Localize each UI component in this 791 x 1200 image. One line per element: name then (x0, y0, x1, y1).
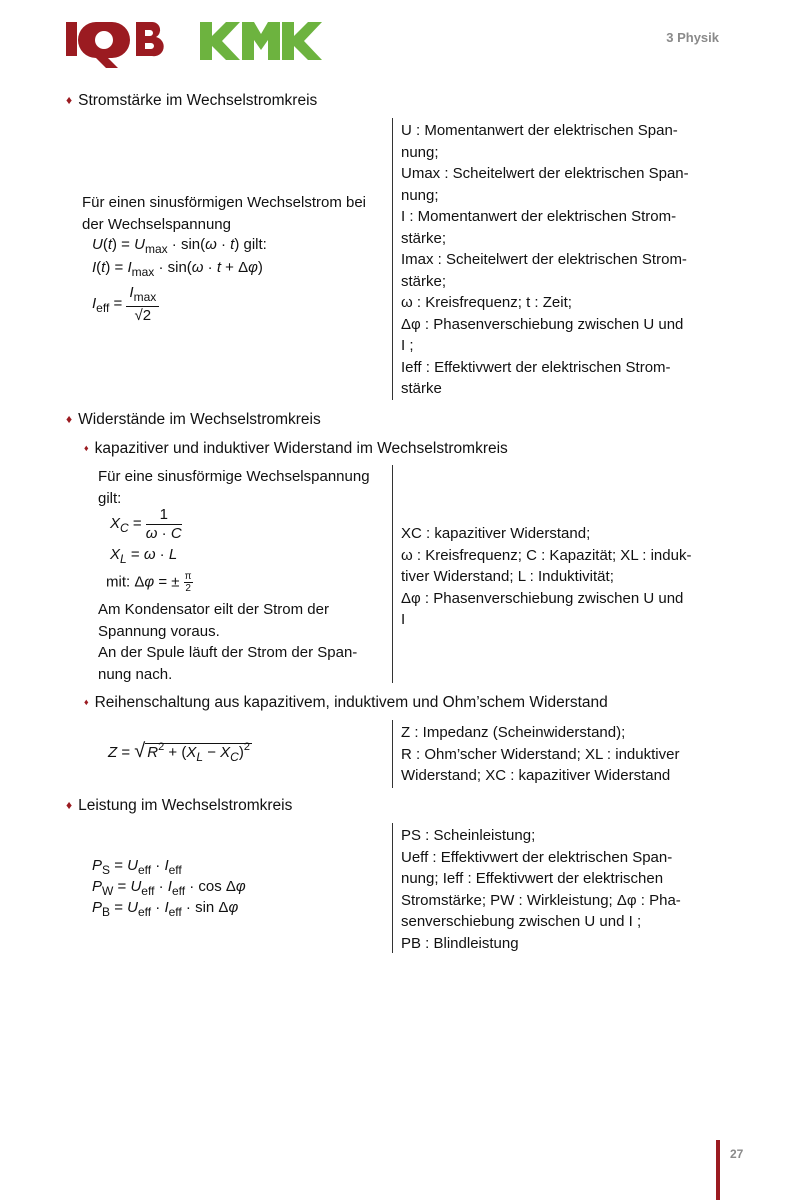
iqb-logo (66, 20, 168, 70)
formula-current: $I(t) = I_{max} \cdot \sin(\omega \cdot t + \Delta\varphi)$ (92, 259, 263, 279)
subsection-heading-reactance: ♦ kapazitiver und induktiver Widerstand im Wechselstromkreis (84, 440, 508, 457)
formula-inductive-reactance: $X_L = \omega \cdot L$ (110, 546, 178, 566)
diamond-bullet-icon: ♦ (84, 697, 89, 707)
diamond-bullet-icon: ♦ (66, 412, 73, 426)
diamond-bullet-icon: ♦ (84, 443, 89, 453)
formula-reactive-power: $P_B = U_{eff} \cdot I_{eff} \cdot \sin \Delta\varphi$ (92, 899, 239, 919)
page-marker-bar (716, 1140, 720, 1200)
subsection-heading-series: ♦ Reihenschaltung aus kapazitivem, induktivem und Ohm’schem Widerstand (84, 694, 608, 711)
formula-effective-current: $I_{eff}$ = $\frac{I_{max}}{√2}$ (92, 284, 159, 325)
impedance-definitions: Z : Impedanz (Scheinwiderstand); R : Ohm’scher Widerstand; XL : induktiver Widerstand; XC : kapazitiver Widerstand (401, 724, 680, 784)
column-divider (392, 720, 393, 788)
formula-active-power: $P_W = U_{eff} \cdot I_{eff} \cdot \cos \Delta\varphi$ (92, 878, 246, 898)
kmk-logo (200, 22, 322, 60)
diamond-bullet-icon: ♦ (66, 93, 73, 107)
reactance-definitions: XC : kapazitiver Widerstand; ω : Kreisfrequenz; C : Kapazität; XL : induk- tiver Widerstand; L : Induktivität; Δφ : Phasenverschiebung zwischen U und I (401, 525, 692, 628)
reactance-intro: Für eine sinusförmige Wechselspannung gilt: (98, 468, 370, 507)
current-intro: Für einen sinusförmigen Wechselstrom bei der Wechselspannung (82, 194, 367, 233)
column-divider (392, 823, 393, 953)
formula-capacitive-reactance: $X_C$ = $\frac{1}{\omega \cdot C}$ (110, 506, 182, 542)
formula-apparent-power: $P_S = U_{eff} \cdot I_{eff}$ (92, 857, 182, 877)
column-divider (392, 118, 393, 400)
section-heading-resistance: ♦ Widerstände im Wechselstromkreis (66, 411, 321, 428)
page-number: 27 (730, 1147, 744, 1161)
formula-voltage: $U(t) = U_{max} \cdot \sin(\omega \cdot t)$ gilt: (92, 236, 267, 256)
formula-phase-shift: mit: Δφ = ± $\frac{\pi}{2}$ (106, 571, 192, 594)
formula-impedance: Z = √ $R^2 + (X_L - X_C)^2$ (108, 740, 250, 764)
section-heading-current: ♦ Stromstärke im Wechselstromkreis (66, 92, 318, 109)
current-definitions: U : Momentanwert der elektrischen Span- nung; Umax : Scheitelwert der elektrischen Span- nung; I : Momentanwert der elektrischen Strom- stärke; Imax : Scheitelwert der elektrischen Strom- stärke; ω : Kreisfrequenz; t : Zeit; Δφ : Phasenverschiebung zwischen U und I ; Ieff : Effektivwert der elektrischen Strom- stärke (401, 122, 689, 397)
chapter-label: 3 Physik (666, 30, 719, 45)
diamond-bullet-icon: ♦ (66, 798, 73, 812)
reactance-notes: Am Kondensator eilt der Strom der Spannung voraus. An der Spule läuft der Strom der Span- nung nach. (98, 601, 358, 683)
column-divider (392, 465, 393, 683)
power-definitions: PS : Scheinleistung; Ueff : Effektivwert der elektrischen Span- nung; Ieff : Effektivwert der elektrischen Stromstärke; PW : Wirkleistung; Δφ : Pha- senverschiebung zwischen U und I ; PB : Blindleistung (401, 827, 681, 952)
section-heading-power: ♦ Leistung im Wechselstromkreis (66, 797, 293, 814)
